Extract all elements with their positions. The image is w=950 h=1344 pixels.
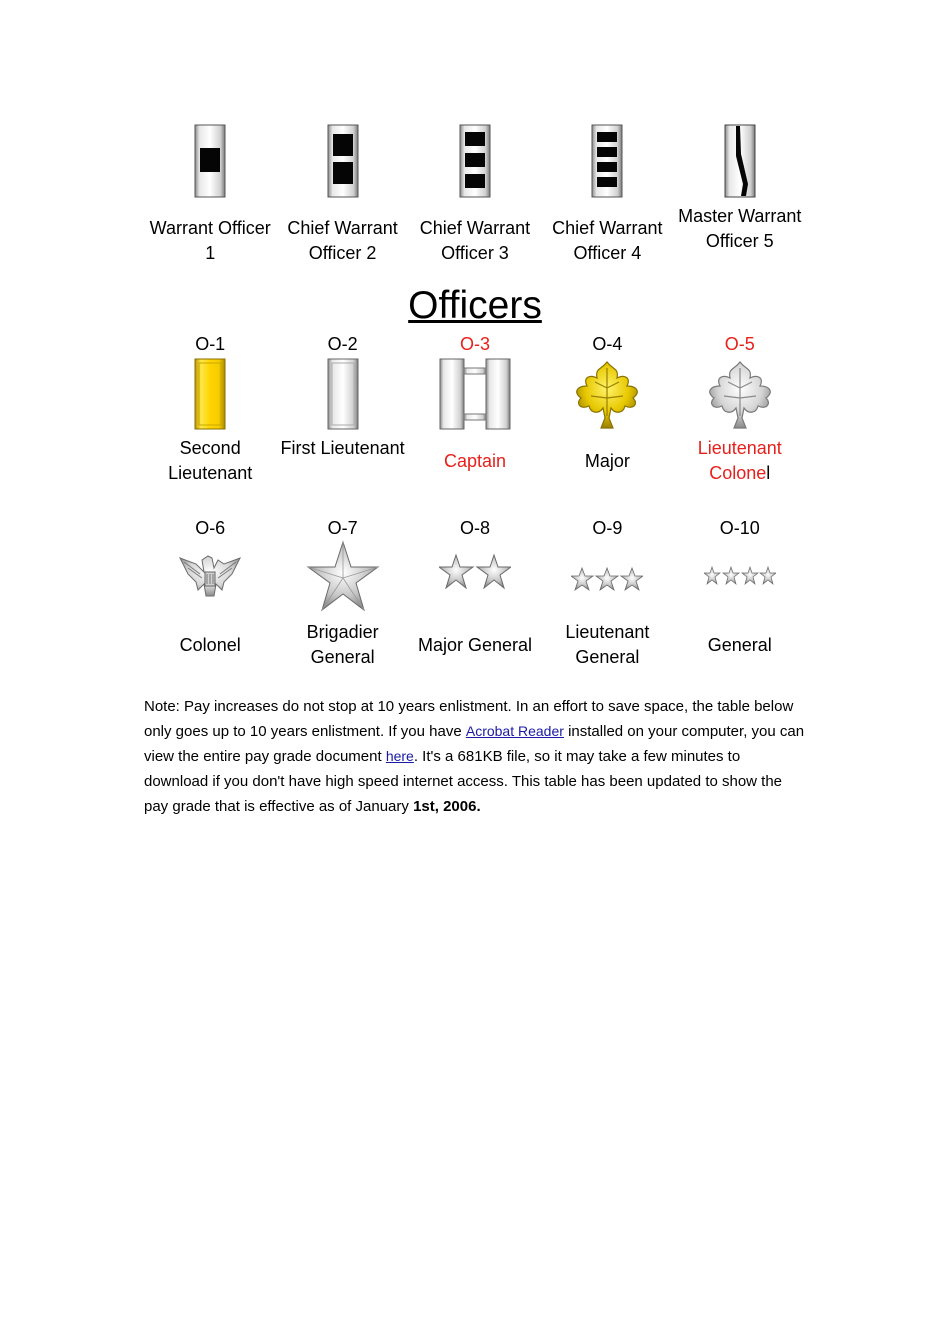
officers-heading: Officers — [408, 284, 542, 327]
warrant-officer-row — [144, 124, 806, 274]
silver-oak-leaf-icon — [702, 358, 778, 430]
officer-cell-o2 — [276, 332, 408, 492]
rank-name: Major General — [417, 635, 532, 655]
officer-cell-o4 — [541, 332, 673, 492]
cw5-insignia-icon — [724, 124, 756, 198]
warrant-name: Chief Warrant Officer 4 — [552, 218, 663, 263]
eagle-icon — [178, 554, 242, 598]
officer-cell-o1 — [144, 332, 276, 492]
cw4-insignia-icon — [591, 124, 623, 198]
rank-name: First Lieutenant — [280, 438, 405, 458]
officer-cell-o10 — [674, 516, 806, 676]
pay-grade: O-5 — [724, 334, 755, 354]
four-stars-icon — [704, 566, 776, 586]
effective-date: 1st, 2006. — [413, 798, 481, 815]
rank-name: General — [707, 635, 772, 655]
warrant-cell-2 — [276, 124, 408, 274]
two-stars-icon — [439, 554, 511, 590]
three-stars-icon — [571, 567, 643, 591]
gold-oak-leaf-icon — [569, 358, 645, 430]
warrant-cell-5 — [674, 124, 806, 274]
rank-name: Lieutenant General — [565, 622, 650, 667]
rank-name-part1: Lieutenant Colone — [697, 438, 782, 483]
officer-cell-o9 — [541, 516, 673, 676]
officer-cell-o8 — [409, 516, 541, 676]
pay-grade: O-1 — [195, 334, 226, 354]
pay-note-paragraph — [144, 694, 808, 819]
rank-name: Captain — [443, 451, 506, 471]
warrant-cell-3 — [409, 124, 541, 274]
officer-cell-o3 — [409, 332, 541, 492]
rank-name-part2: l — [766, 463, 771, 483]
note-text-3: . It's a 681KB file, so it may take a few minutes to download if you don't have high speed internet access. This table has been updated to show the pay grade that is effective as of January — [144, 748, 783, 815]
warrant-cell-1 — [144, 124, 276, 274]
warrant-name: Chief Warrant Officer 2 — [287, 218, 398, 263]
gold-bar-icon — [194, 358, 226, 430]
pay-grade: O-6 — [195, 518, 226, 538]
pay-grade: O-9 — [592, 518, 623, 538]
note-text-1: Note: Pay increases do not stop at 10 years enlistment. In an effort to save space, the table below only goes up to 10 years enlistment. If you have — [144, 698, 794, 740]
pay-grade: O-8 — [459, 518, 490, 538]
one-star-icon — [306, 540, 380, 612]
silver-bar-icon — [327, 358, 359, 430]
officer-row-2 — [144, 516, 806, 676]
cw3-insignia-icon — [459, 124, 491, 198]
rank-name: Brigadier General — [306, 622, 379, 667]
warrant-name: Master Warrant Officer 5 — [678, 206, 802, 251]
warrant-name: Chief Warrant Officer 3 — [419, 218, 531, 263]
pay-grade: O-2 — [327, 334, 358, 354]
officer-cell-o7 — [276, 516, 408, 676]
acrobat-reader-link[interactable]: Acrobat Reader — [465, 723, 564, 739]
warrant-cell-4 — [541, 124, 673, 274]
officer-cell-o5 — [674, 332, 806, 492]
rank-name — [674, 436, 806, 486]
cw2-insignia-icon — [327, 124, 359, 198]
rank-name: Major — [584, 451, 630, 471]
pay-grade-document-link[interactable]: here — [385, 748, 414, 764]
captain-bars-icon — [439, 358, 511, 430]
officer-cell-o6 — [144, 516, 276, 676]
pay-grade: O-4 — [592, 334, 623, 354]
officer-row-1 — [144, 332, 806, 492]
warrant-name: Warrant Officer 1 — [149, 218, 271, 263]
rank-name: Colonel — [179, 635, 241, 655]
wo1-insignia-icon — [194, 124, 226, 198]
pay-grade: O-3 — [459, 334, 490, 354]
pay-grade: O-7 — [327, 518, 358, 538]
note-text-2: installed on your computer, you can view the entire pay grade document — [144, 723, 805, 765]
rank-name: Second Lieutenant — [168, 438, 253, 483]
pay-grade: O-10 — [719, 518, 760, 538]
